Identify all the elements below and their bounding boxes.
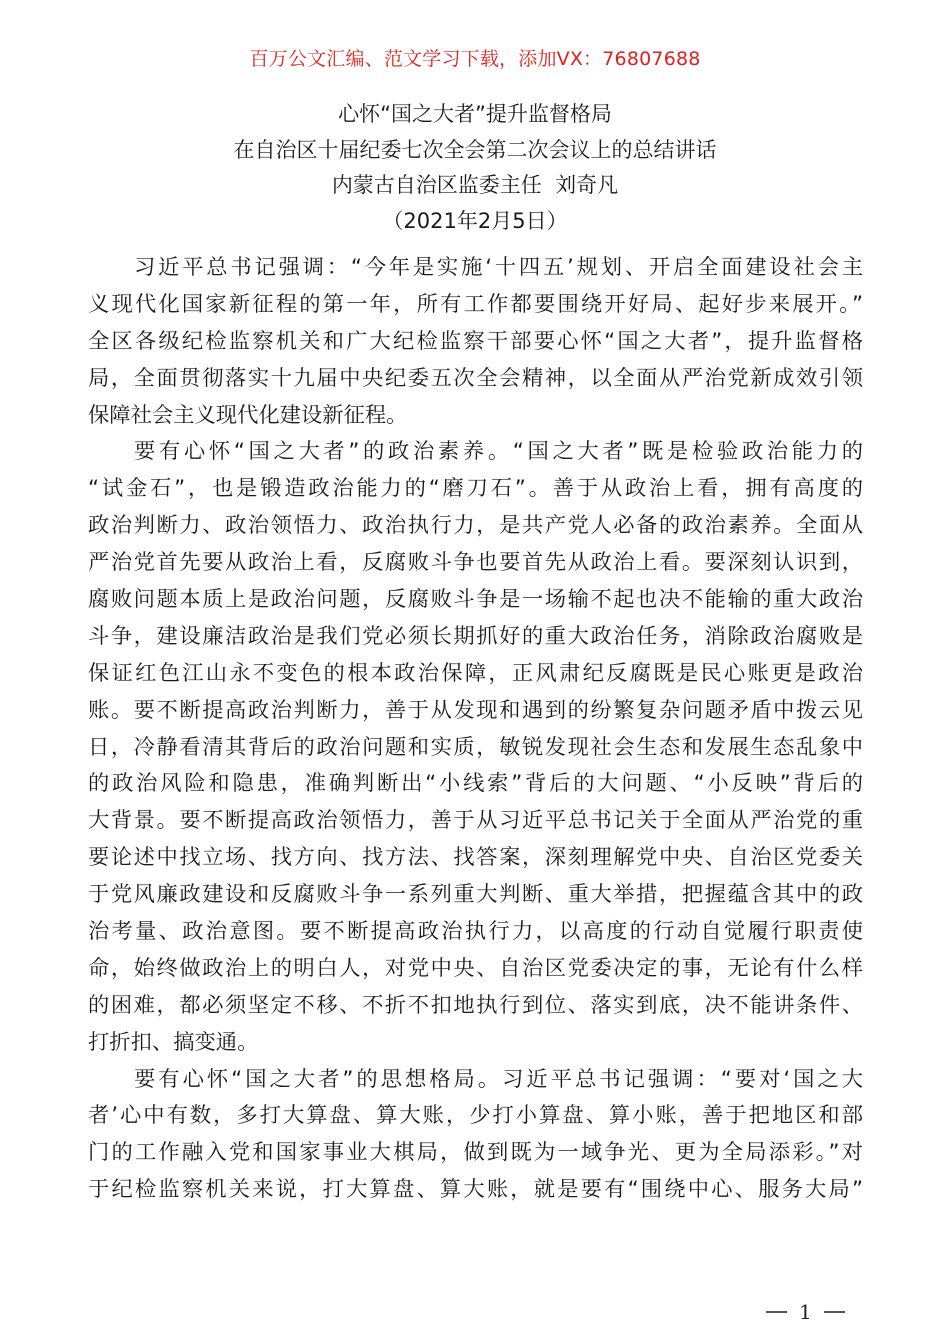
text-line: 者’心中有数，多打大算盘、算大账，少打小算盘、算小账，善于把地区和部	[88, 1103, 863, 1129]
paragraph	[88, 434, 863, 1061]
document-subtitle: 在自治区十届纪委七次全会第二次会议上的总结讲话	[233, 137, 717, 162]
text-line: 命，始终做政治上的明白人，对党中央、自治区党委决定的事，无论有什么样	[88, 955, 863, 981]
text-line: 于党风廉政建设和反腐败斗争一系列重大判断、重大举措，把握蕴含其中的政	[88, 882, 863, 908]
text-line: 腐败问题本质上是政治问题，反腐败斗争是一场输不起也决不能输的重大政治	[88, 587, 863, 613]
text-line: 要论述中找立场、找方向、找方法、找答案，深刻理解党中央、自治区党委关	[88, 845, 863, 871]
text-line: 要有心怀“国之大者”的思想格局。习近平总书记强调：“要对‘国之大	[134, 1066, 863, 1092]
text-line: 政治判断力、政治领悟力、政治执行力，是共产党人必备的政治素养。全面从	[88, 513, 863, 539]
text-line: 打折扣、搞变通。	[88, 1029, 259, 1055]
text-line: 要有心怀“国之大者”的政治素养。“国之大者”既是检验政治能力的	[134, 439, 863, 465]
text-line: 局，全面贯彻落实十九届中央纪委五次全会精神，以全面从严治党新成效引领	[88, 365, 863, 391]
text-line: 习近平总书记强调：“今年是实施‘十四五’规划、开启全面建设社会主	[134, 255, 863, 280]
paragraph	[88, 250, 863, 434]
dash-left	[766, 1311, 787, 1313]
document-title: 心怀“国之大者”提升监督格局	[338, 102, 612, 126]
text-line: 义现代化国家新征程的第一年，所有工作都要围绕开好局、起好步来展开。”	[88, 291, 863, 317]
paragraph	[88, 1062, 863, 1210]
text-line: “试金石”，也是锻造政治能力的“磨刀石”。善于从政治上看，拥有高度的	[88, 476, 863, 502]
document-header	[0, 97, 950, 239]
text-line: 于纪检监察机关来说，打大算盘、算大账，就是要有“围绕中心、服务大局”	[88, 1177, 863, 1203]
document-body	[88, 250, 863, 1209]
text-line: 严治党首先要从政治上看，反腐败斗争也要首先从政治上看。要深刻认识到，	[88, 550, 863, 576]
text-line: 的政治风险和隐患，准确判断出“小线索”背后的大问题、“小反映”背后的	[88, 771, 863, 797]
document-date: （2021年2月5日）	[382, 208, 568, 233]
text-line: 大背景。要不断提高政治领悟力，善于从习近平总书记关于全面从严治党的重	[88, 808, 863, 834]
page-number-value: 1	[799, 1300, 812, 1324]
promo-watermark: 百万公文汇编、范文学习下载，添加VX：76807688	[249, 48, 701, 70]
text-line: 保证红色江山永不变色的根本政治保障，正风肃纪反腐既是民心账更是政治	[88, 660, 863, 686]
text-line: 保障社会主义现代化建设新征程。	[88, 402, 408, 428]
text-line: 斗争，建设廉洁政治是我们党必须长期抓好的重大政治任务，消除政治腐败是	[88, 623, 863, 649]
text-line: 账。要不断提高政治判断力，善于从发现和遇到的纷繁复杂问题矛盾中拨云见	[88, 697, 863, 723]
text-line: 日，冷静看清其背后的政治问题和实质，敏锐发现社会生态和发展生态乱象中	[88, 734, 863, 760]
text-line: 门的工作融入党和国家事业大棋局，做到既为一域争光、更为全局添彩。”对	[88, 1140, 863, 1166]
document-author: 内蒙古自治区监委主任 刘奇凡	[331, 173, 619, 197]
page-number	[766, 1300, 845, 1324]
text-line: 全区各级纪检监察机关和广大纪检监察干部要心怀“国之大者”，提升监督格	[88, 328, 863, 354]
text-line: 的困难，都必须坚定不移、不折不扣地执行到位、落实到底，决不能讲条件、	[88, 992, 863, 1018]
dash-right	[824, 1311, 845, 1313]
text-line: 治考量、政治意图。要不断提高政治执行力，以高度的行动自觉履行职责使	[88, 919, 863, 945]
